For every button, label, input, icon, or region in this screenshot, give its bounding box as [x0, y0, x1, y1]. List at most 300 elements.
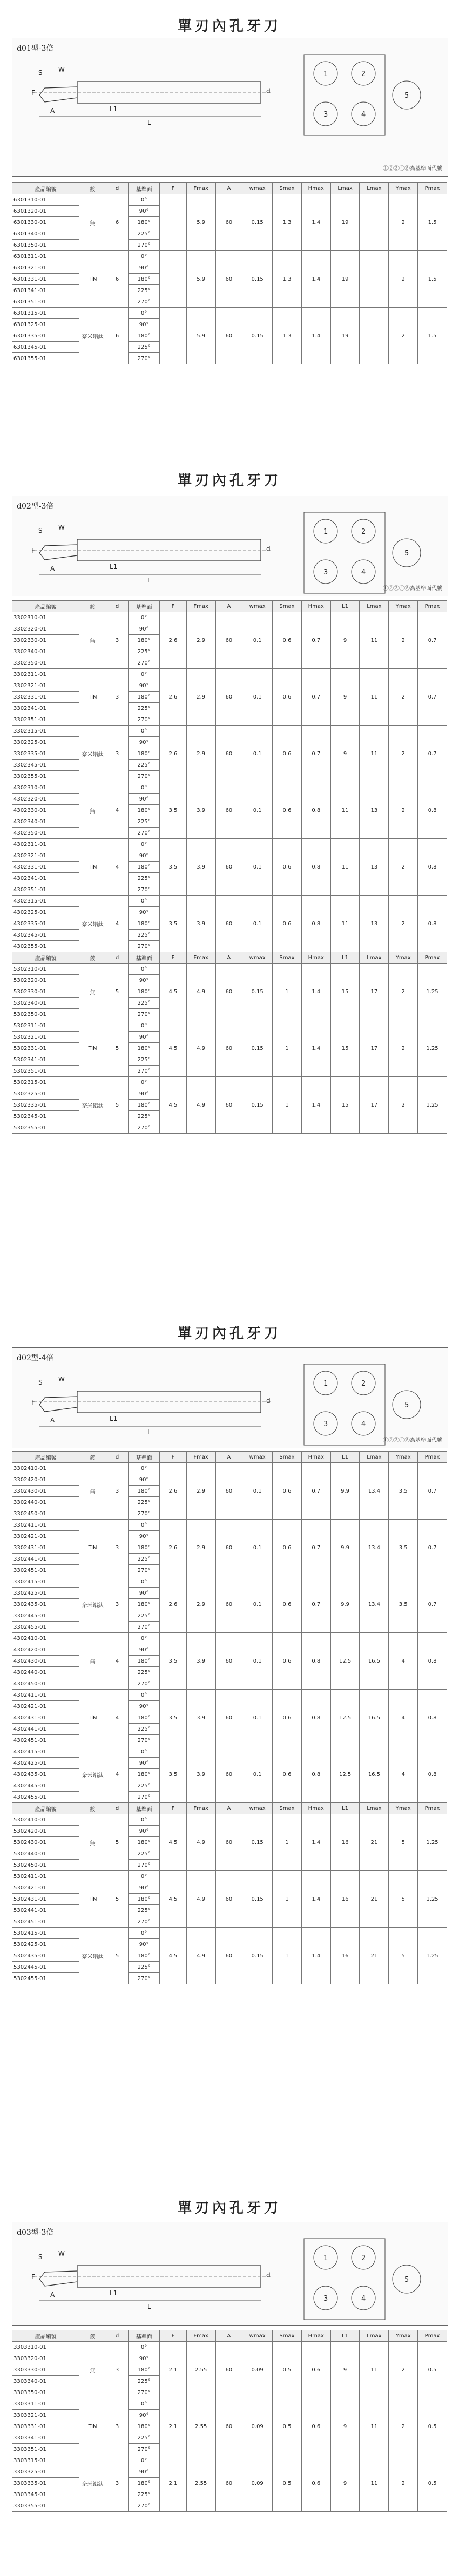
- spec-a: 60: [215, 612, 242, 669]
- spec-table: [12, 1451, 447, 1984]
- spec-l1: 15: [330, 1020, 360, 1077]
- diameter: 4: [106, 782, 128, 839]
- product-code: 3302320-01: [12, 623, 79, 635]
- table-row: [12, 2398, 447, 2410]
- column-header: 產品編號: [12, 601, 79, 612]
- spec-l1: 9.9: [330, 1520, 360, 1576]
- product-code: 6301310-01: [12, 194, 79, 206]
- spec-p: 0.5: [418, 2455, 447, 2512]
- reference-face: 0°: [129, 1928, 160, 1939]
- spec-a: 60: [215, 1633, 242, 1690]
- column-header: Ymax: [389, 1452, 418, 1463]
- spec-s: 1: [273, 1928, 302, 1984]
- product-code: 4302440-01: [12, 1667, 79, 1678]
- product-code: 3302415-01: [12, 1576, 79, 1588]
- spec-f: 4.5: [160, 1871, 187, 1928]
- table-row: [12, 1576, 447, 1588]
- column-header: A: [215, 1452, 242, 1463]
- table-row: [12, 1633, 447, 1644]
- dim-label-l: L: [147, 2303, 151, 2310]
- product-code: 6301325-01: [12, 319, 79, 330]
- dim-label-s: S: [38, 527, 43, 534]
- coating: 奈米鋁鈦: [79, 1077, 106, 1134]
- column-header: Lmax: [360, 2330, 389, 2342]
- spec-p: 0.7: [418, 726, 447, 782]
- reference-face: 180°: [129, 2478, 160, 2489]
- column-header: A: [215, 2330, 242, 2342]
- spec-y: 4: [389, 1746, 418, 1803]
- column-header: d: [106, 601, 128, 612]
- product-code: 6301350-01: [12, 240, 79, 251]
- reference-face: 180°: [129, 330, 160, 342]
- spec-l2: 11: [360, 2342, 389, 2398]
- spec-p: 1.5: [418, 194, 447, 251]
- diameter: 4: [106, 839, 128, 896]
- dim-label-s: S: [38, 2253, 43, 2261]
- reference-face: 270°: [129, 1860, 160, 1871]
- reference-face-number: 4: [361, 111, 366, 119]
- spec-l2: 13.4: [360, 1463, 389, 1520]
- spec-a: 60: [215, 1746, 242, 1803]
- product-code: 3302445-01: [12, 1610, 79, 1622]
- table-row: [12, 669, 447, 680]
- tool-drawing: [12, 496, 448, 596]
- reference-face: 0°: [129, 612, 160, 623]
- product-code: 3302420-01: [12, 1474, 79, 1486]
- product-code: 5302430-01: [12, 1837, 79, 1848]
- column-header: Hmax: [301, 1452, 330, 1463]
- column-header: 產品編號: [12, 1803, 79, 1814]
- product-code: 4302450-01: [12, 1678, 79, 1690]
- product-code: 3302330-01: [12, 635, 79, 646]
- reference-face: 0°: [129, 1520, 160, 1531]
- column-header: F: [160, 601, 187, 612]
- reference-face: 90°: [129, 319, 160, 330]
- table-row: [12, 1020, 447, 1032]
- product-code: 3302410-01: [12, 1463, 79, 1474]
- product-code: 3303345-01: [12, 2489, 79, 2500]
- reference-face: 225°: [129, 1111, 160, 1122]
- reference-face: 180°: [129, 1950, 160, 1962]
- product-code: 4302445-01: [12, 1780, 79, 1792]
- reference-face: 0°: [129, 2398, 160, 2410]
- product-code: 3302435-01: [12, 1599, 79, 1610]
- reference-face: 90°: [129, 1758, 160, 1769]
- column-header: F: [160, 1452, 187, 1463]
- spec-fmax: 3.9: [186, 1690, 215, 1746]
- spec-l1: 15: [330, 1077, 360, 1134]
- reference-face: 225°: [129, 873, 160, 884]
- section-title: 單刃內孔牙刀: [177, 473, 281, 489]
- spec-w: 0.15: [242, 251, 273, 308]
- column-header: Ymax: [389, 2330, 418, 2342]
- column-header: L1: [330, 2330, 360, 2342]
- product-code: 3303351-01: [12, 2444, 79, 2455]
- product-code: 5302350-01: [12, 1009, 79, 1020]
- product-code: 3302431-01: [12, 1542, 79, 1554]
- reference-face: 270°: [129, 1973, 160, 1984]
- dim-label-s: S: [38, 1379, 43, 1386]
- tool-schematic: [12, 501, 444, 596]
- column-header: 基準面: [129, 952, 160, 964]
- spec-fmax: 4.9: [186, 964, 215, 1020]
- product-code: 3302430-01: [12, 1486, 79, 1497]
- column-header: Pmax: [418, 952, 447, 964]
- spec-y: 5: [389, 1871, 418, 1928]
- column-header: 基準面: [129, 2330, 160, 2342]
- product-code: 5302335-01: [12, 1100, 79, 1111]
- reference-face-number: 5: [404, 92, 409, 100]
- spec-f: 3.5: [160, 1690, 187, 1746]
- reference-face: 225°: [129, 816, 160, 828]
- spec-s: 0.5: [273, 2342, 302, 2398]
- spec-f: 4.5: [160, 1928, 187, 1984]
- tool-schematic: [12, 44, 444, 176]
- column-header: Smax: [273, 1803, 302, 1814]
- product-code: 4302411-01: [12, 1690, 79, 1701]
- spec-y: 2: [389, 612, 418, 669]
- product-code: 5302311-01: [12, 1020, 79, 1032]
- coating: TiN: [79, 251, 106, 308]
- product-code: 3303350-01: [12, 2387, 79, 2398]
- product-code: 4302435-01: [12, 1769, 79, 1780]
- reference-face: 270°: [129, 828, 160, 839]
- table-row: [12, 194, 447, 206]
- reference-face: 180°: [129, 692, 160, 703]
- spec-l2: 11: [360, 2398, 389, 2455]
- product-code: 4302455-01: [12, 1792, 79, 1803]
- tool-drawing: [12, 1347, 448, 1448]
- spec-fmax: 3.9: [186, 839, 215, 896]
- coating: 奈米鋁鈦: [79, 2455, 106, 2512]
- reference-face: 90°: [129, 1826, 160, 1837]
- reference-face: 225°: [129, 646, 160, 657]
- spec-w: 0.1: [242, 669, 273, 726]
- spec-l2: 11: [360, 612, 389, 669]
- column-header: Pmax: [418, 1452, 447, 1463]
- model-label: d01型-3倍: [17, 44, 54, 53]
- spec-fmax: 2.9: [186, 669, 215, 726]
- product-code: 4302441-01: [12, 1724, 79, 1735]
- spec-w: 0.1: [242, 726, 273, 782]
- model-label: d03型-3倍: [17, 2228, 54, 2237]
- coating: TiN: [79, 1690, 106, 1746]
- spec-y: 4: [389, 1633, 418, 1690]
- column-header: Fmax: [186, 183, 215, 194]
- coating: 無: [79, 2342, 106, 2398]
- spec-f: 2.6: [160, 669, 187, 726]
- product-code: 4302430-01: [12, 1656, 79, 1667]
- column-header: Pmax: [418, 601, 447, 612]
- product-code: 3303330-01: [12, 2364, 79, 2376]
- product-code: 3302311-01: [12, 669, 79, 680]
- spec-fmax: 3.9: [186, 1746, 215, 1803]
- section-title: 單刃內孔牙刀: [177, 18, 281, 35]
- spec-h: 1.4: [301, 1814, 330, 1871]
- spec-l2: 21: [360, 1871, 389, 1928]
- spec-l1: 12.5: [330, 1633, 360, 1690]
- dim-label-s: S: [38, 69, 43, 77]
- product-code: 4302451-01: [12, 1735, 79, 1746]
- reference-face: 0°: [129, 308, 160, 319]
- spec-fmax: 2.9: [186, 1520, 215, 1576]
- column-header: F: [160, 952, 187, 964]
- spec-h: 1.4: [301, 1020, 330, 1077]
- spec-l1: 16: [330, 1928, 360, 1984]
- column-header: Lmax: [360, 183, 389, 194]
- spec-l1: 9: [330, 612, 360, 669]
- diameter: 3: [106, 2398, 128, 2455]
- reference-note: ①②③④⑤為基準面代號: [383, 1438, 442, 1443]
- reference-face: 180°: [129, 1837, 160, 1848]
- product-code: 3302351-01: [12, 714, 79, 726]
- product-code: 4302420-01: [12, 1644, 79, 1656]
- product-code: 4302340-01: [12, 816, 79, 828]
- coating: 奈米鋁鈦: [79, 726, 106, 782]
- product-code: 4302345-01: [12, 930, 79, 941]
- spec-l2: 16.5: [360, 1633, 389, 1690]
- product-code: 4302331-01: [12, 862, 79, 873]
- reference-face-number: 1: [323, 2254, 328, 2262]
- column-header: Pmax: [418, 1803, 447, 1814]
- table-row: [12, 726, 447, 737]
- spec-w: 0.1: [242, 1690, 273, 1746]
- reference-face: 90°: [129, 1474, 160, 1486]
- diameter: 6: [106, 308, 128, 364]
- reference-face: 180°: [129, 862, 160, 873]
- spec-p: 0.7: [418, 669, 447, 726]
- column-header: wmax: [242, 601, 273, 612]
- reference-face: 270°: [129, 657, 160, 669]
- spec-f: [160, 194, 187, 251]
- spec-y: 2: [389, 669, 418, 726]
- spec-h: 0.7: [301, 612, 330, 669]
- reference-face: 0°: [129, 1077, 160, 1088]
- tool-drawing: [12, 2222, 448, 2326]
- tool-tip: [39, 2271, 77, 2286]
- spec-h: 0.8: [301, 839, 330, 896]
- spec-fmax: 4.9: [186, 1928, 215, 1984]
- reference-face-number: 3: [323, 2295, 328, 2303]
- table-row: [12, 308, 447, 319]
- spec-l2: 17: [360, 964, 389, 1020]
- spec-h: 1.4: [301, 1871, 330, 1928]
- spec-a: 60: [215, 669, 242, 726]
- reference-face-number: 3: [323, 568, 328, 577]
- product-code: 3303355-01: [12, 2500, 79, 2512]
- spec-p: 1.25: [418, 1814, 447, 1871]
- table-row: [12, 1463, 447, 1474]
- spec-l1: 9: [330, 2398, 360, 2455]
- tool-drawing: [12, 38, 448, 177]
- spec-l2: 11: [360, 726, 389, 782]
- product-code: 4302425-01: [12, 1758, 79, 1769]
- diameter: 4: [106, 1690, 128, 1746]
- column-header: 基準面: [129, 183, 160, 194]
- reference-face: 90°: [129, 1531, 160, 1542]
- product-code: 6301345-01: [12, 342, 79, 353]
- product-code: 3302441-01: [12, 1554, 79, 1565]
- reference-note: ①②③④⑤為基準面代號: [383, 586, 442, 592]
- reference-face: 270°: [129, 2500, 160, 2512]
- product-code: 5302451-01: [12, 1916, 79, 1928]
- spec-fmax: 3.9: [186, 782, 215, 839]
- product-code: 3302325-01: [12, 737, 79, 748]
- spec-h: 0.6: [301, 2398, 330, 2455]
- reference-face: 180°: [129, 635, 160, 646]
- column-header: A: [215, 952, 242, 964]
- reference-face: 225°: [129, 703, 160, 714]
- spec-a: 60: [215, 251, 242, 308]
- tool-tip: [39, 87, 77, 102]
- reference-face: 0°: [129, 2342, 160, 2353]
- column-header: Ymax: [389, 183, 418, 194]
- dim-label-d: d: [266, 87, 271, 95]
- spec-a: 60: [215, 964, 242, 1020]
- column-header: Lmax: [360, 601, 389, 612]
- column-header: wmax: [242, 1452, 273, 1463]
- product-code: 3302331-01: [12, 692, 79, 703]
- spec-y: 2: [389, 964, 418, 1020]
- reference-face: 225°: [129, 2376, 160, 2387]
- spec-p: 0.8: [418, 896, 447, 952]
- spec-fmax: 2.55: [186, 2455, 215, 2512]
- coating: 奈米鋁鈦: [79, 896, 106, 952]
- column-header: d: [106, 1803, 128, 1814]
- spec-h: 1.4: [301, 1077, 330, 1134]
- table-row: [12, 2342, 447, 2353]
- spec-f: 4.5: [160, 1077, 187, 1134]
- reference-face: 225°: [129, 1848, 160, 1860]
- column-header: Fmax: [186, 1452, 215, 1463]
- diameter: 4: [106, 1746, 128, 1803]
- column-header: 產品編號: [12, 952, 79, 964]
- spec-s: 0.6: [273, 726, 302, 782]
- column-header: Lmax: [330, 183, 360, 194]
- spec-p: 1.5: [418, 251, 447, 308]
- column-header: wmax: [242, 952, 273, 964]
- spec-s: 1: [273, 1020, 302, 1077]
- reference-face: 225°: [129, 1962, 160, 1973]
- product-code: 3302315-01: [12, 726, 79, 737]
- product-code: 4302325-01: [12, 907, 79, 918]
- reference-face: 180°: [129, 748, 160, 760]
- spec-f: 2.6: [160, 1520, 187, 1576]
- spec-fmax: 4.9: [186, 1814, 215, 1871]
- reference-face: 225°: [129, 2432, 160, 2444]
- diameter: 5: [106, 1814, 128, 1871]
- diameter: 6: [106, 251, 128, 308]
- spec-fmax: 4.9: [186, 1077, 215, 1134]
- product-code: 4302321-01: [12, 850, 79, 862]
- reference-face: 270°: [129, 1122, 160, 1134]
- diameter: 5: [106, 1928, 128, 1984]
- spec-fmax: 2.9: [186, 1576, 215, 1633]
- product-code: 3302345-01: [12, 760, 79, 771]
- spec-fmax: 2.9: [186, 1463, 215, 1520]
- product-code: 6301331-01: [12, 274, 79, 285]
- column-header: d: [106, 2330, 128, 2342]
- product-code: 3302450-01: [12, 1508, 79, 1520]
- spec-f: 3.5: [160, 896, 187, 952]
- coating: 奈米鋁鈦: [79, 1576, 106, 1633]
- spec-h: 0.8: [301, 896, 330, 952]
- spec-h: 0.7: [301, 1463, 330, 1520]
- spec-y: 2: [389, 2455, 418, 2512]
- product-code: 4302355-01: [12, 941, 79, 952]
- reference-face: 90°: [129, 907, 160, 918]
- spec-l2: 11: [360, 2455, 389, 2512]
- coating: TiN: [79, 669, 106, 726]
- spec-l1: 19: [330, 308, 360, 364]
- coating: 無: [79, 194, 106, 251]
- header-row: [12, 1452, 447, 1463]
- product-code: 4302320-01: [12, 794, 79, 805]
- spec-s: 0.6: [273, 1576, 302, 1633]
- dim-label-d: d: [266, 545, 271, 553]
- product-code: 4302315-01: [12, 896, 79, 907]
- spec-l1: 12.5: [330, 1690, 360, 1746]
- reference-face: 180°: [129, 1599, 160, 1610]
- column-header: F: [160, 1803, 187, 1814]
- product-code: 6301351-01: [12, 296, 79, 308]
- spec-w: 0.15: [242, 1928, 273, 1984]
- product-code: 5302351-01: [12, 1066, 79, 1077]
- spec-h: 1.4: [301, 251, 330, 308]
- spec-y: 2: [389, 1077, 418, 1134]
- spec-a: 60: [215, 308, 242, 364]
- product-code: 5302315-01: [12, 1077, 79, 1088]
- spec-l2: [360, 251, 389, 308]
- product-code: 6301311-01: [12, 251, 79, 262]
- reference-note: ①②③④⑤為基準面代號: [383, 166, 442, 172]
- reference-face: 0°: [129, 194, 160, 206]
- product-code: 6301340-01: [12, 228, 79, 240]
- table-row: [12, 964, 447, 975]
- reference-face: 270°: [129, 1066, 160, 1077]
- spec-p: 0.8: [418, 1690, 447, 1746]
- spec-table: [12, 182, 447, 364]
- product-code: 3303340-01: [12, 2376, 79, 2387]
- spec-s: 0.6: [273, 1463, 302, 1520]
- reference-face: 270°: [129, 353, 160, 364]
- table-row: [12, 612, 447, 623]
- spec-l1: 16: [330, 1871, 360, 1928]
- product-code: 5302441-01: [12, 1905, 79, 1916]
- product-code: 5302455-01: [12, 1973, 79, 1984]
- reference-face-number: 4: [361, 2295, 366, 2303]
- product-code: 6301315-01: [12, 308, 79, 319]
- reference-face: 180°: [129, 805, 160, 816]
- spec-l2: 13: [360, 896, 389, 952]
- product-code: 5302340-01: [12, 998, 79, 1009]
- coating: 奈米鋁鈦: [79, 1746, 106, 1803]
- spec-l1: 11: [330, 896, 360, 952]
- reference-face: 270°: [129, 714, 160, 726]
- header-row: [12, 601, 447, 612]
- column-header: 鍍: [79, 183, 106, 194]
- column-header: d: [106, 952, 128, 964]
- spec-l1: 9: [330, 2342, 360, 2398]
- reference-face: 225°: [129, 342, 160, 353]
- spec-l2: 13: [360, 839, 389, 896]
- product-code: 5302410-01: [12, 1814, 79, 1826]
- spec-w: 0.09: [242, 2342, 273, 2398]
- reference-face: 270°: [129, 1009, 160, 1020]
- diameter: 5: [106, 1077, 128, 1134]
- spec-s: 1.3: [273, 251, 302, 308]
- reference-face: 180°: [129, 1100, 160, 1111]
